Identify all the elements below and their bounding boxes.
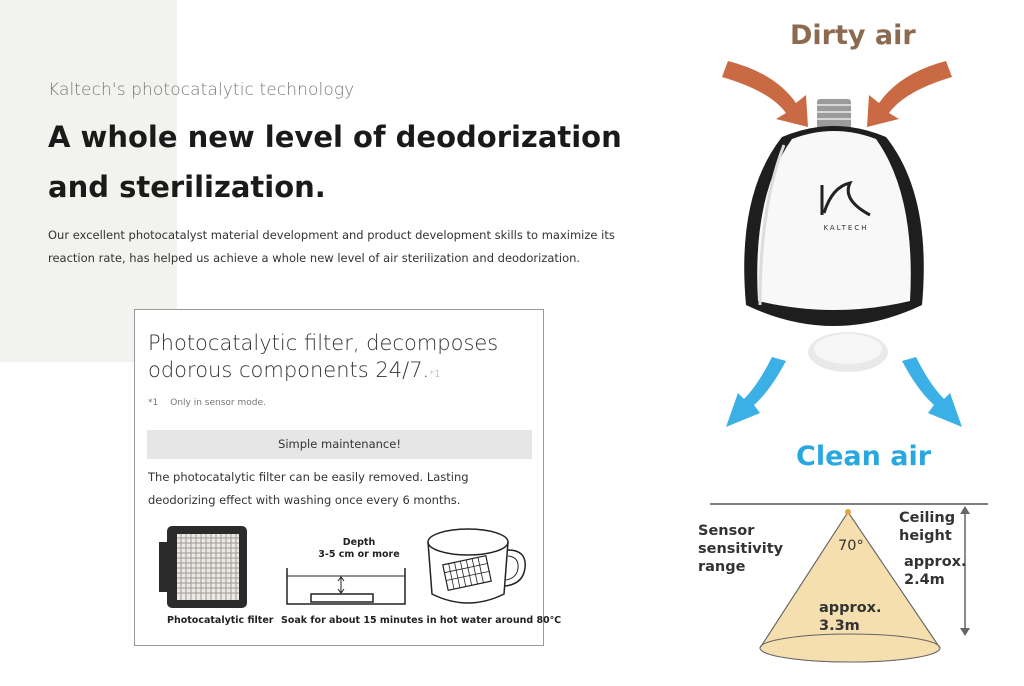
depth-label: Depth [342, 537, 376, 548]
sensor-label-1: Sensor [698, 523, 755, 539]
incoming-arrow-left-icon [722, 61, 808, 127]
radius-value-2: 3.3m [819, 618, 860, 634]
incoming-arrow-right-icon [867, 61, 952, 127]
card-title [148, 330, 528, 388]
title-note-mark: *1 [429, 369, 441, 380]
product-illustration [660, 55, 1020, 435]
cup-diagram [423, 520, 533, 610]
sensor-label-2: sensitivity [698, 541, 784, 557]
caption-filter: Photocatalytic filter [167, 615, 274, 626]
intro-description: Our excellent photocatalyst material development and product development skills to maximize its reaction rate, has helped us achieve a whole new level of air sterilization and deodorization. [48, 228, 615, 265]
section-eyebrow: Kaltech's photocatalytic technology [48, 80, 355, 100]
footnote [148, 398, 278, 408]
caption-soak: Soak for about 15 minutes in hot water around 80℃ [281, 615, 562, 626]
ceiling-label-1: Ceiling [899, 510, 956, 526]
outgoing-arrow-left-icon [726, 357, 786, 427]
dirty-air-label: Dirty air [790, 20, 916, 51]
ceiling-label-2: height [899, 528, 952, 544]
footnote-mark: *1 [148, 398, 159, 408]
brand-logo-text: KALTECH [823, 224, 869, 232]
footnote-text: Only in sensor mode. [170, 398, 266, 408]
clean-air-label: Clean air [796, 441, 932, 472]
radius-value-1: approx. [819, 600, 882, 616]
height-value-1: approx. [904, 554, 967, 570]
page-headline: A whole new level of deodorization and sterilization. [48, 120, 622, 204]
maintenance-banner: Simple maintenance! [147, 430, 532, 459]
sensor-label-3: range [698, 559, 746, 575]
depth-value: 3-5 cm or more [318, 549, 400, 560]
filter-info-card [134, 309, 562, 646]
card-title-text: Photocatalytic filter, decomposes odorous components 24/7. [148, 331, 499, 382]
angle-label: 70° [838, 538, 864, 554]
basin-diagram [285, 560, 410, 610]
maintenance-text: The photocatalytic filter can be easily removed. Lasting deodorizing effect with washing once every 6 months. [148, 470, 469, 507]
height-value-2: 2.4m [904, 572, 945, 588]
filter-image [155, 524, 265, 612]
outgoing-arrow-right-icon [902, 357, 962, 427]
